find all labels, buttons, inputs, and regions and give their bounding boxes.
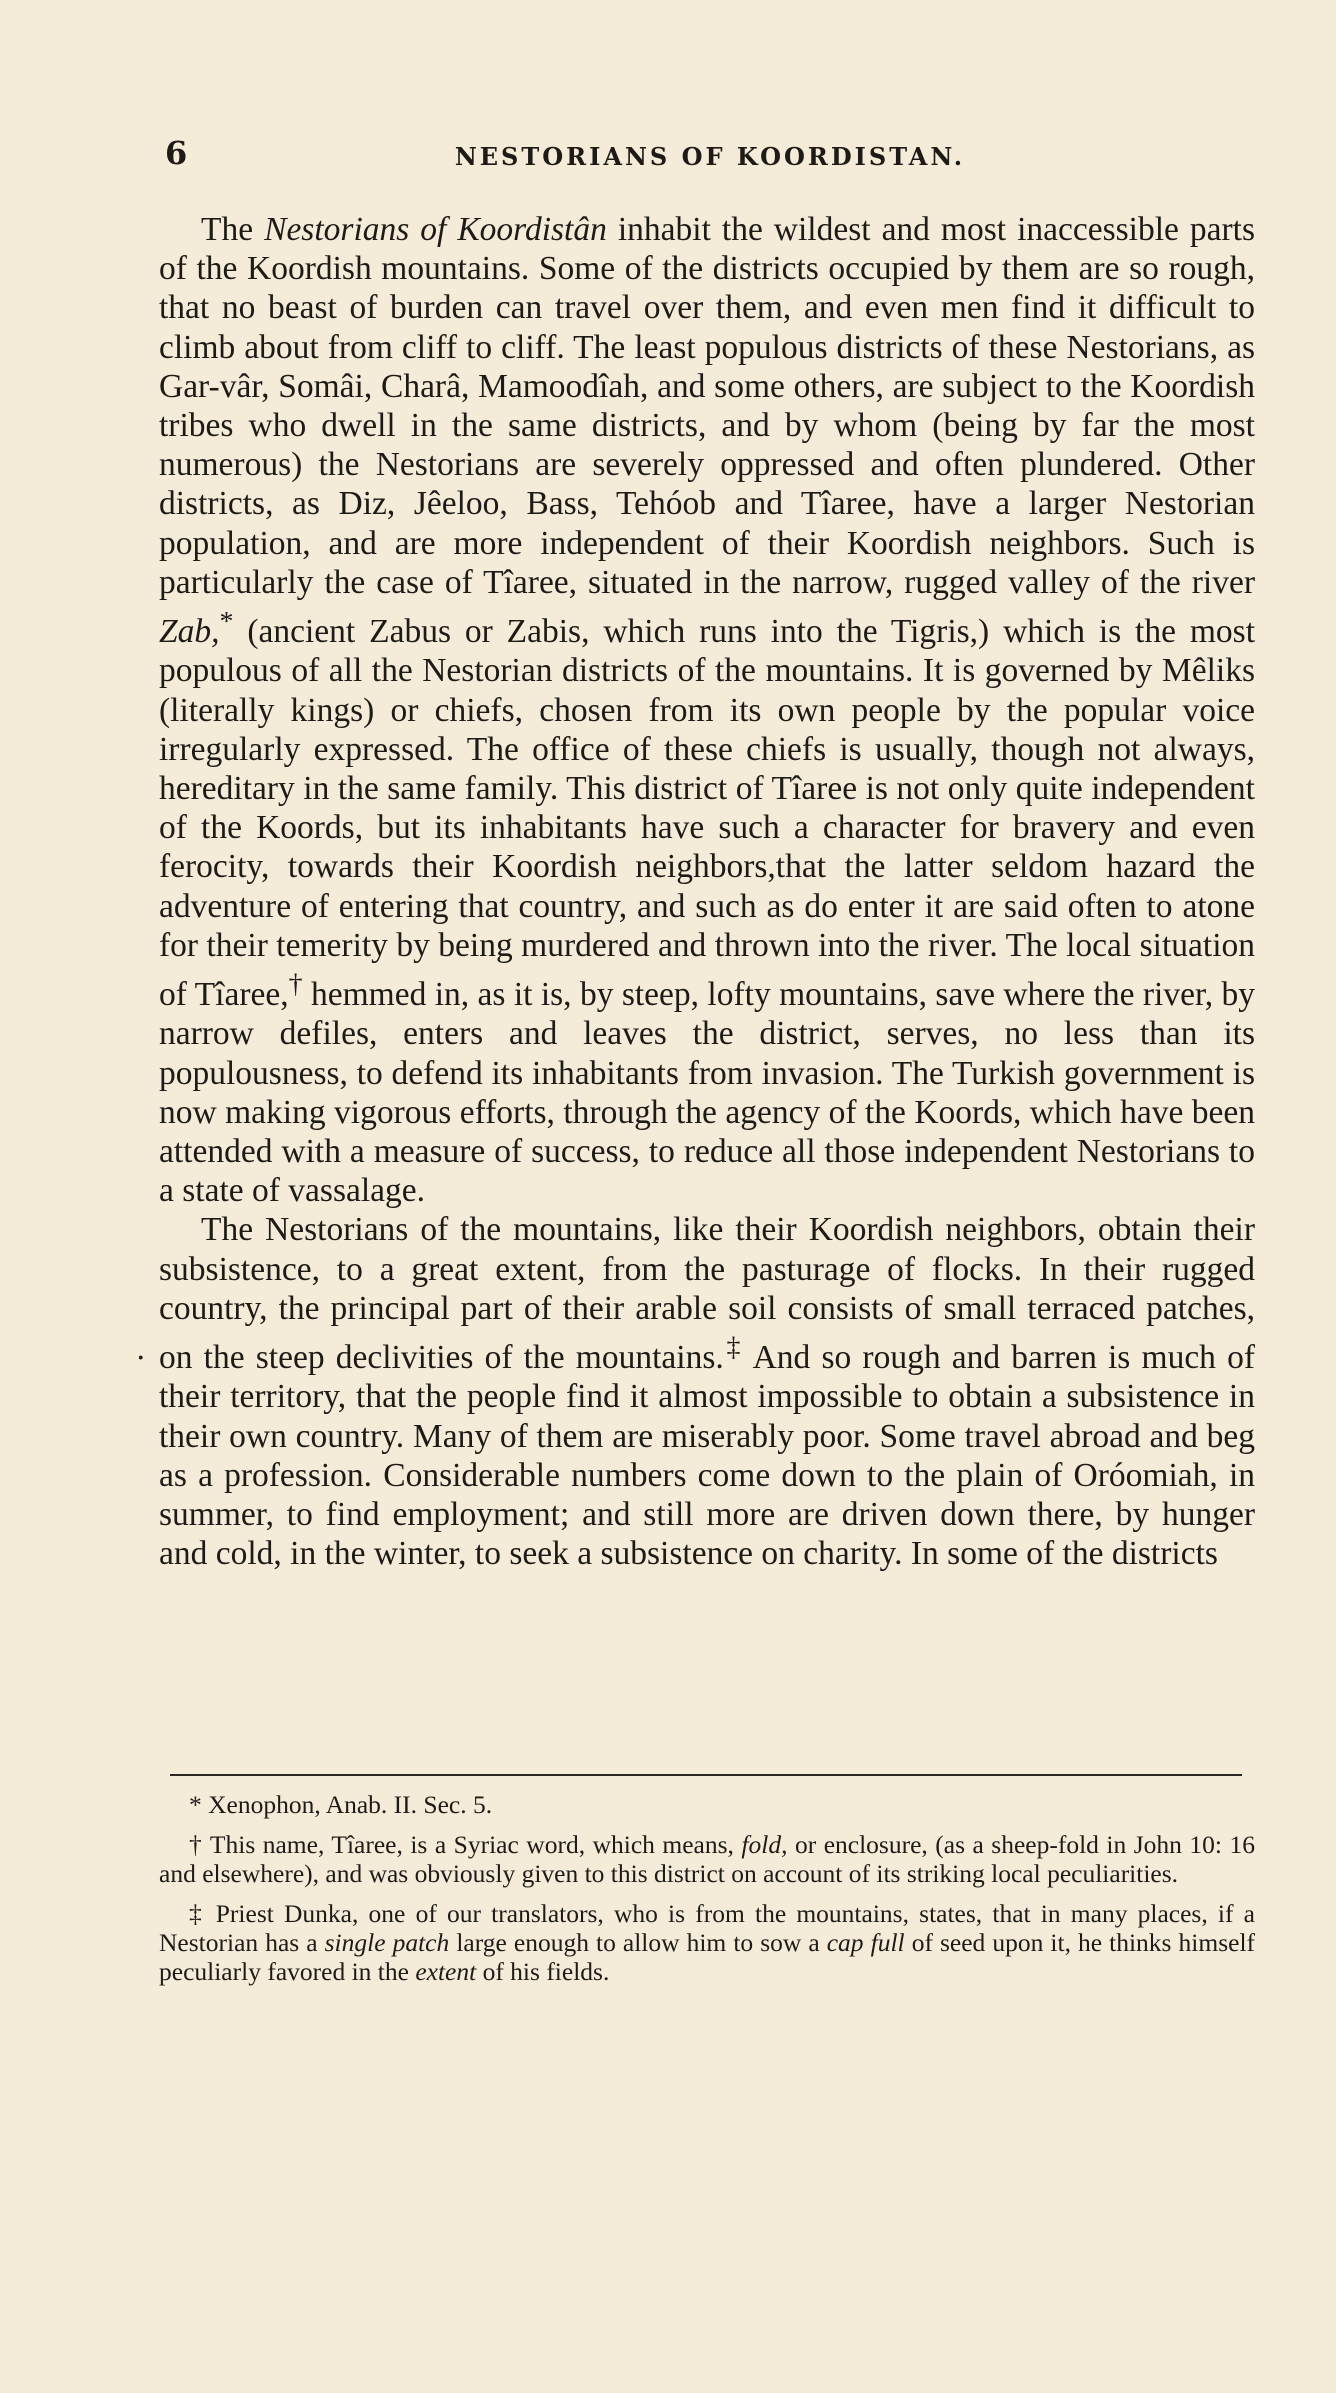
footnote-ref-dagger: †: [288, 969, 303, 1001]
zab-italic: Zab,: [159, 613, 220, 651]
footnote-1: [159, 1790, 1255, 1819]
footnote-3: [159, 1899, 1255, 1986]
p1-lead: The: [201, 211, 254, 248]
footnote-2-b: or enclosure, (as a sheep-fold in John 10: 16 and elsewhere), and was obviously given to this district on account of its striking local peculiarities.: [159, 1830, 1256, 1888]
p2-text-a: The Nestorians of the mountains, like their Koordish neighbors, obtain their subsistence, to a great extent, from the pasturage of flocks. In their rugged country, the principal part of their arable soil consists of small terraced patches, on the steep declivities of the mountains.: [159, 1211, 1255, 1377]
footnote-3-a: ‡ Priest Dunka, one of our translators, who is from the mountains, states, that in many places, if a Nestorian has a: [159, 1899, 1255, 1957]
footnote-ref-star: *: [219, 606, 234, 638]
paragraph-2: [159, 1210, 1255, 1573]
footnote-2-fold: fold,: [741, 1830, 788, 1859]
margin-mark: .: [136, 1332, 146, 1367]
footnote-3-d: of his fields.: [482, 1957, 610, 1986]
p2-text-b: And so rough and barren is much of their territory, that the people find it almost impossible to obtain a subsistence in their own country. Many of them are miserably poor. Some travel abroad and beg as a profession. Considerable numbers come down to the plain of Oróomiah, in summer, to find employment; and still more are driven down there, by hunger and cold, in the winter, to seek a subsistence on charity. In some of the districts: [159, 1339, 1256, 1573]
footnote-3-extent: extent: [415, 1957, 477, 1986]
paragraph-1: [159, 210, 1255, 1210]
footnote-3-cap: cap full: [826, 1928, 905, 1957]
footnote-3-b: large enough to allow him to sow a: [456, 1928, 820, 1957]
running-head: NESTORIANS OF KOORDISTAN.: [454, 142, 966, 171]
page-header: [165, 134, 1255, 174]
p1-text-c: hemmed in, as it is, by steep, lofty mountains, save where the river, by narrow defiles, enters and leaves the district, serves, no less than its populousness, to defend its inhabitants from invasion. The Turkish government is now making vigorous efforts, through the agency of the Koords, which have been attended with a measure of success, to reduce all those independent Nestorians to a state of vassalage.: [159, 976, 1256, 1210]
p1-text-b: (ancient Zabus or Zabis, which runs into the Tigris,) which is the most populous of all the Nestorian districts of the mountains. It is governed by Mêliks (literally kings) or chiefs, chosen from its own people by the popular voice irregularly expressed. The office of these chiefs is usually, though not always, hereditary in the same family. This district of Tîaree is not only quite independent of the Koords, but its inhabitants have such a character for bravery and even ferocity, towards their Koordish neighbors,that the latter seldom hazard the adventure of entering that country, and such as do enter it are said often to atone for their temerity by being murdered and thrown into the river. The local situation of Tîaree,: [159, 613, 1256, 1014]
footnote-3-patch: single patch: [324, 1928, 450, 1957]
footnote-2: [159, 1830, 1255, 1888]
body-text: [159, 210, 1255, 1573]
footnote-3-c: of seed upon it, he thinks himself peculiarly favored in the: [159, 1928, 1256, 1986]
footnote-2-a: † This name, Tîaree, is a Syriac word, which means,: [189, 1830, 734, 1859]
p1-text-a: inhabit the wildest and most inaccessible parts of the Koordish mountains. Some of the districts occupied by them are so rough, that no beast of burden can travel over them, and even men find it difficult to climb about from cliff to cliff. The least populous districts of these Nestorians, as Gar-vâr, Somâi, Charâ, Mamoodîah, and some others, are subject to the Koordish tribes who dwell in the same districts, and by whom (being by far the most numerous) the Nestorians are severely oppressed and often plundered. Other districts, as Diz, Jêeloo, Bass, Tehóob and Tîaree, have a larger Nestorian population, and are more independent of their Koordish neighbors. Such is particularly the case of Tîaree, situated in the narrow, rugged valley of the river: [159, 211, 1256, 601]
footnote-rule: [170, 1774, 1242, 1776]
page-number: 6: [165, 134, 189, 172]
p1-lead-italic: Nestorians of Koordistân: [264, 211, 607, 248]
footnote-1-text: * Xenophon, Anab. II. Sec. 5.: [189, 1790, 493, 1819]
footnote-ref-ddagger: ‡: [723, 1332, 744, 1363]
footnotes: [159, 1790, 1255, 1997]
